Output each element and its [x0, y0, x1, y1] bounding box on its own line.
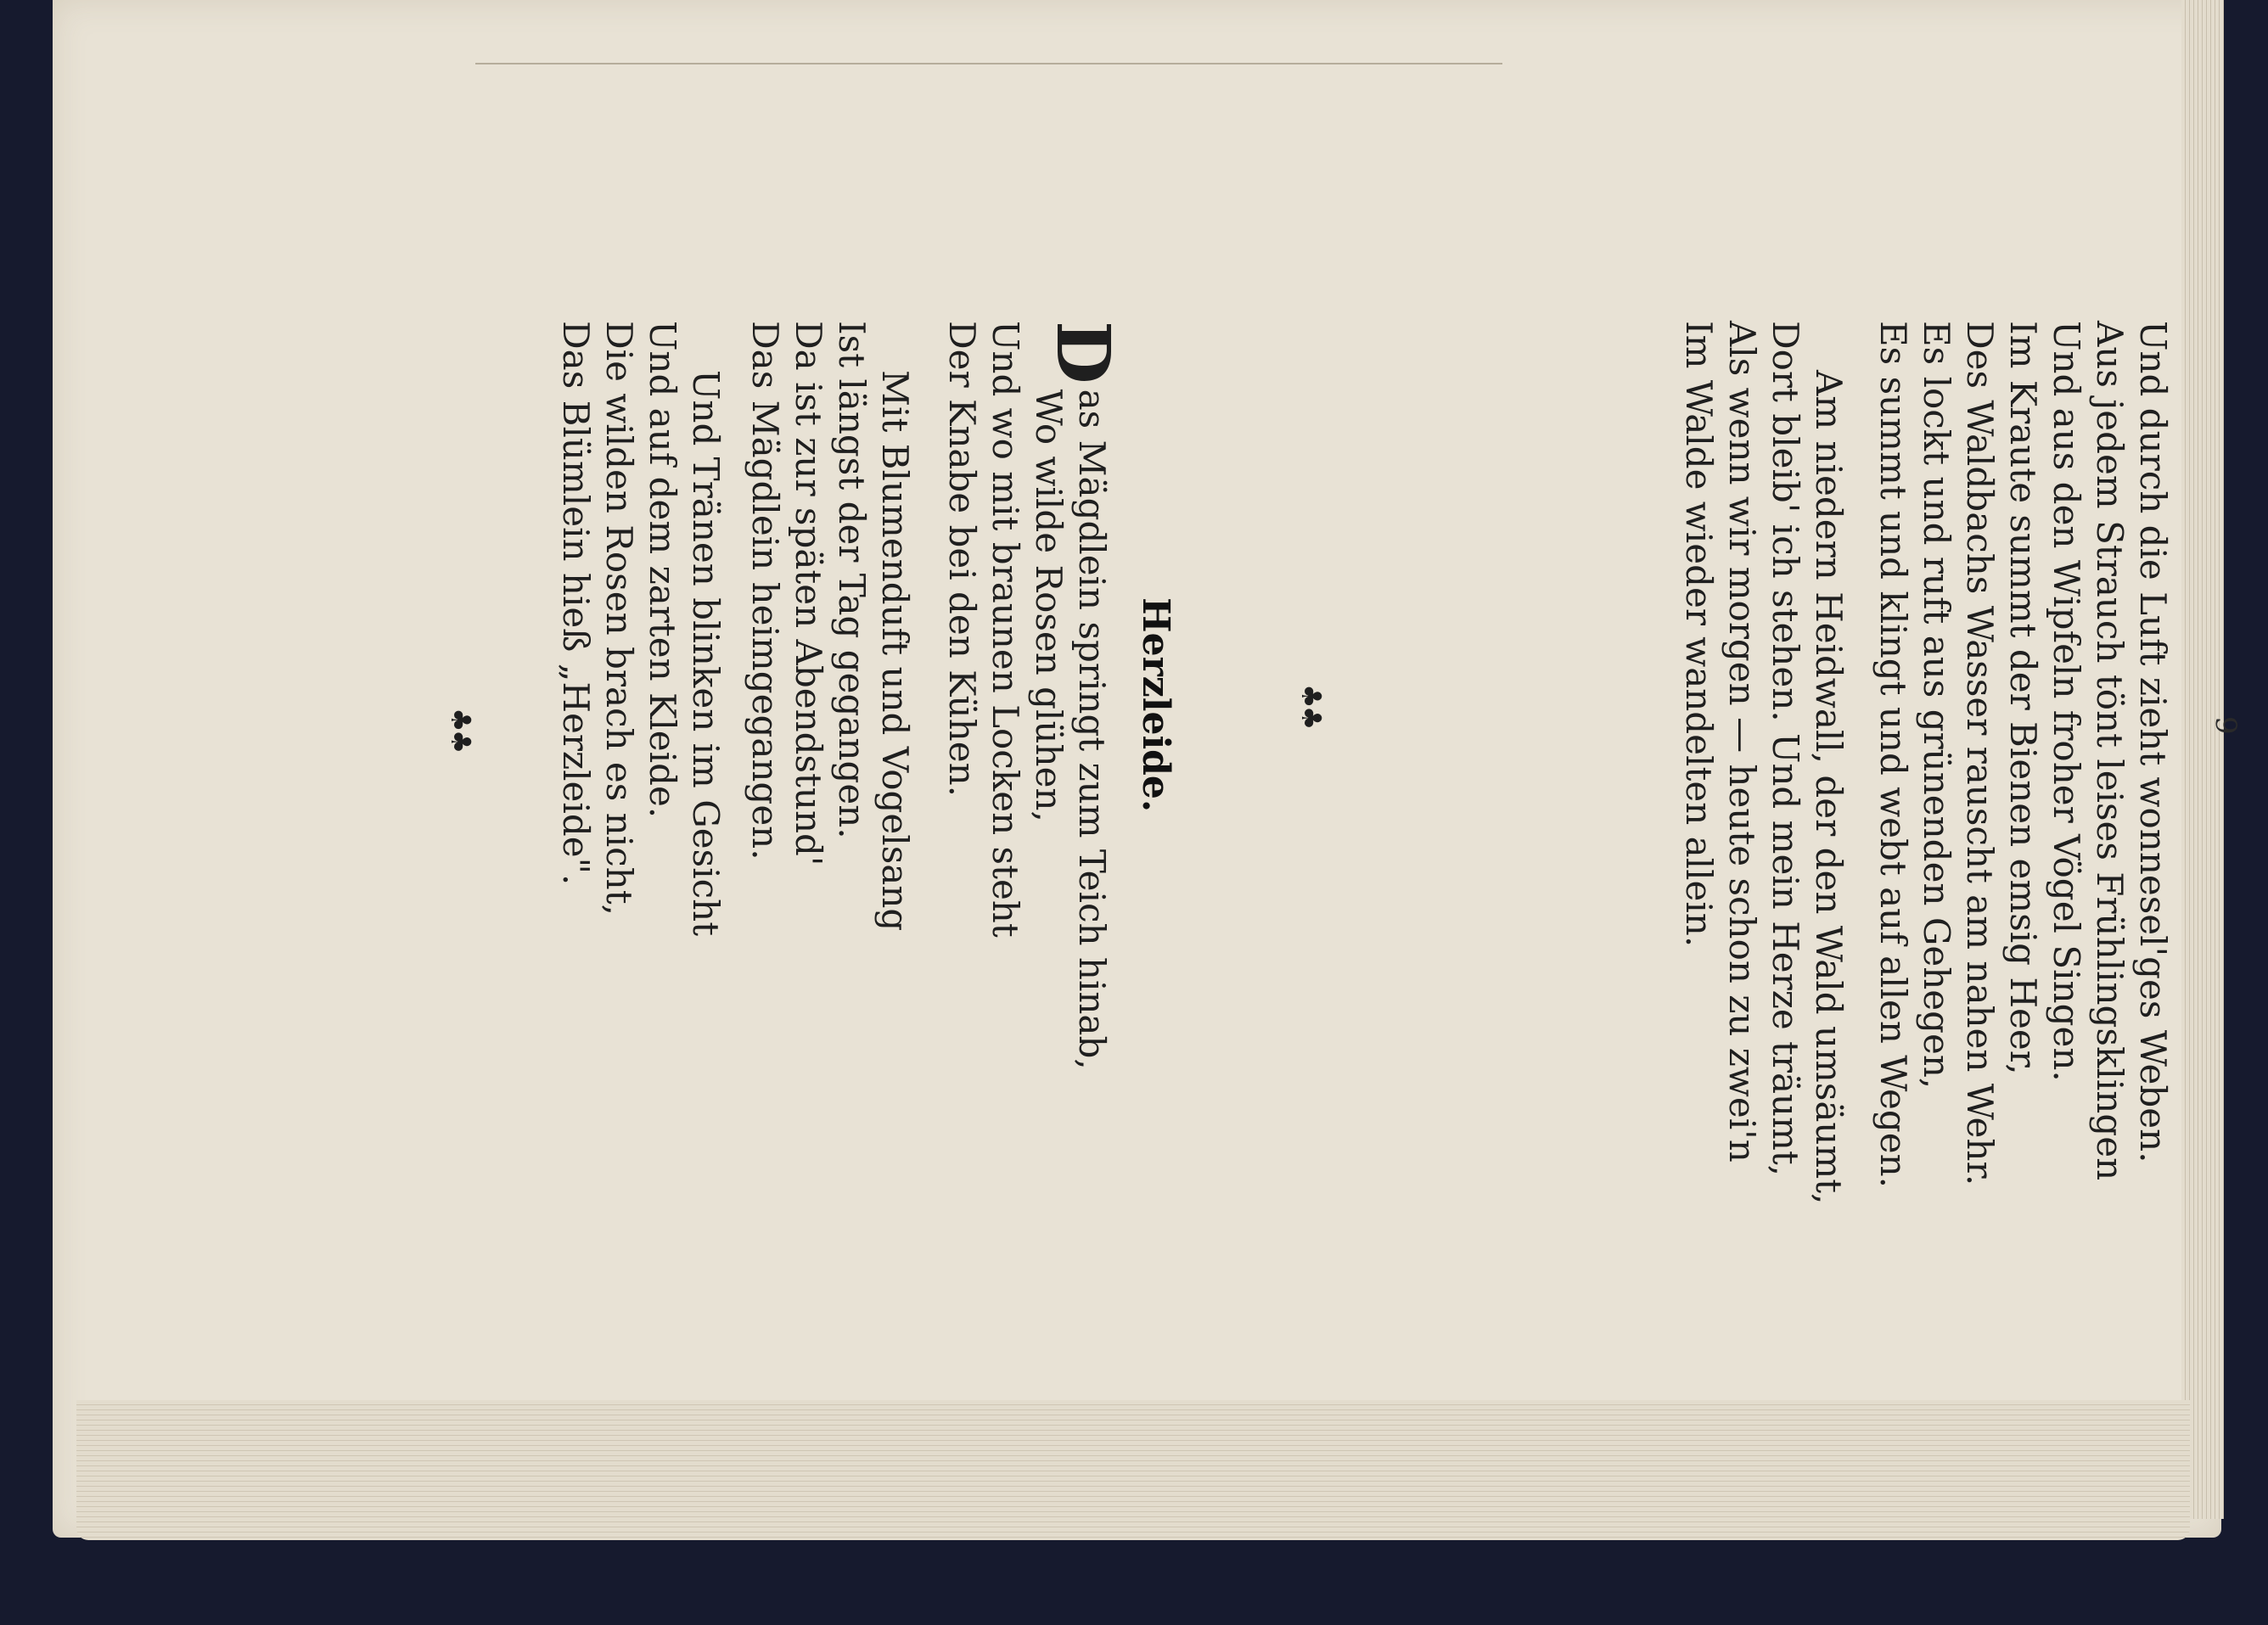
verse-line: Aus jedem Strauch tönt leises Frühlingsklingen — [2089, 321, 2130, 1181]
ornament-divider-1: ♣♣ — [1295, 684, 1328, 728]
verse-line: Ist längst der Tag gegangen. — [831, 321, 873, 839]
verse-line: Am niedern Heidwall, der den Wald umsäumt, — [1808, 370, 1850, 1205]
drop-cap: D — [1040, 321, 1126, 384]
verse-line: Das Blümlein hieß „Herzleide". — [555, 321, 597, 886]
verse-line: Dort bleib' ich stehen. Und mein Herze träumt, — [1765, 321, 1806, 1177]
verse-line: Es summt und klingt und webt auf allen Wegen. — [1872, 321, 1914, 1189]
verse-line: Da ist zur späten Abendstund' — [788, 321, 829, 866]
verse-line: Und wo mit braunen Locken steht — [985, 321, 1026, 938]
poem-title: Herzleide. — [1134, 597, 1177, 813]
verse-line: Des Waldbachs Wasser rauscht am nahen Wehr. — [1959, 321, 2001, 1186]
verse-line: Der Knabe bei den Kühen. — [941, 321, 983, 797]
stanza-1 — [1872, 321, 2175, 1188]
verse-line: Im Walde wieder wandelten allein. — [1678, 321, 1720, 948]
verse-line: Und auf dem zarten Kleide. — [642, 321, 683, 819]
stanza-5 — [554, 321, 727, 936]
verse-line: Im Kraute summt der Bienen emsig Heer, — [2002, 321, 2044, 1075]
verse-line: Und Tränen blinken im Gesicht — [685, 370, 727, 937]
verse-line: Und durch die Luft zieht wonnesel'ges Weben. — [2132, 321, 2174, 1163]
stanza-2 — [1677, 321, 1850, 1205]
verse-line: Und aus den Wipfeln froher Vögel Singen. — [2046, 321, 2087, 1082]
verse-line: Es lockt und ruft aus grünenden Gehegen, — [1916, 321, 1957, 1090]
verse-line: Wo wilde Rosen glühen, — [1028, 389, 1069, 822]
page-number: 9 — [2209, 716, 2243, 735]
verse-line-text: as Mägdlein springt zum Teich hinab, — [1071, 389, 1113, 1070]
verse-line: Mit Blumenduft und Vogelsang — [874, 370, 916, 932]
rotated-text-block — [445, 0, 2268, 1625]
ornament-divider-2: ♣♣ — [445, 708, 477, 752]
verse-line: Als wenn wir morgen — heute schon zu zwei'n — [1721, 321, 1763, 1163]
stanza-3 — [940, 321, 1126, 1084]
verse-line: Die wilden Rosen brach es nicht, — [598, 321, 640, 916]
stanza-4 — [744, 321, 917, 931]
verse-line: Das Mägdlein heimgegangen. — [744, 321, 786, 860]
